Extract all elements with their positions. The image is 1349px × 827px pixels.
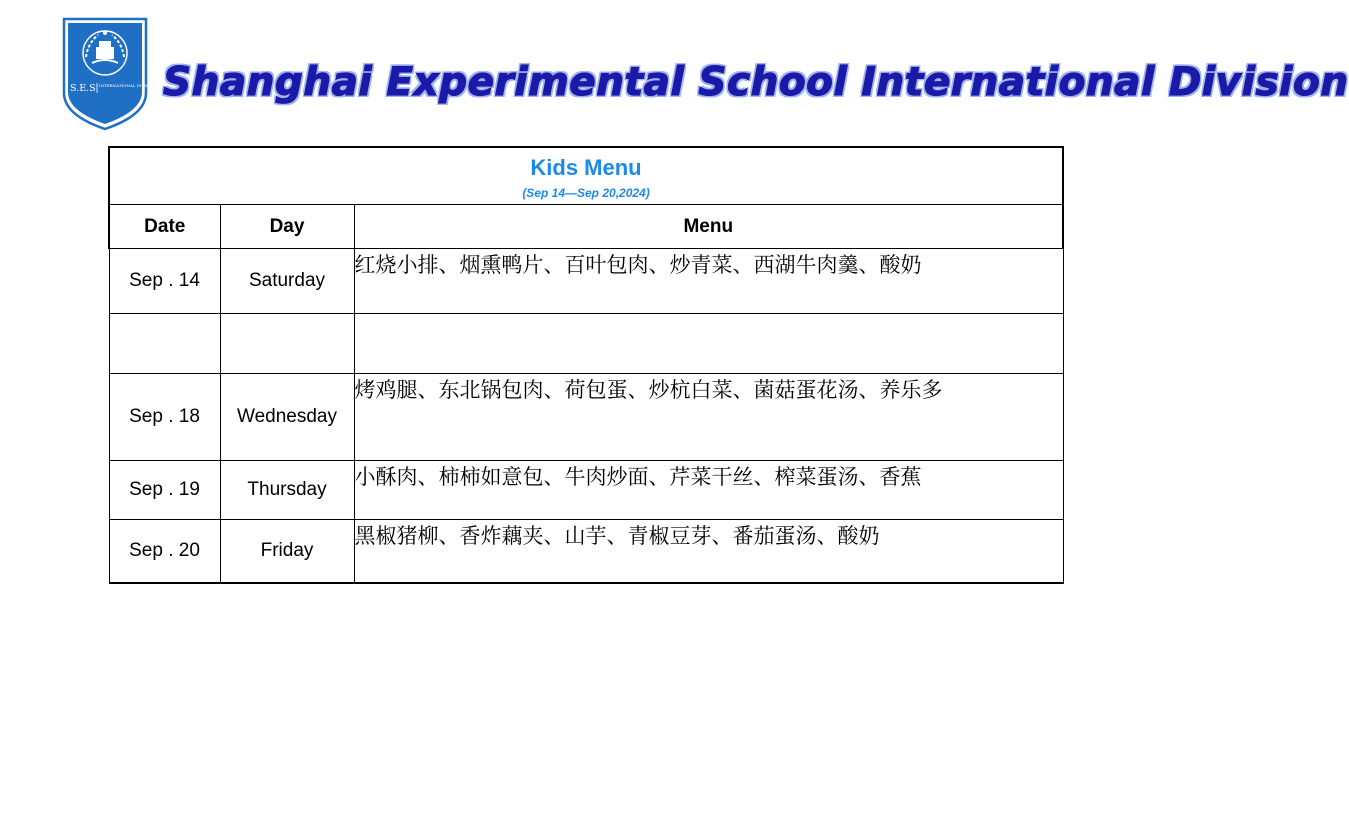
menu-title-cell <box>109 147 1063 205</box>
row-date: Sep . 20 <box>109 520 220 583</box>
column-header-day: Day <box>220 205 354 249</box>
row-menu: 小酥肉、柿柿如意包、牛肉炒面、芹菜干丝、榨菜蛋汤、香蕉 <box>354 461 1063 520</box>
column-header-menu: Menu <box>354 205 1063 249</box>
row-date: Sep . 18 <box>109 374 220 461</box>
table-row <box>109 374 1063 461</box>
menu-date-range: (Sep 14—Sep 20,2024) <box>522 186 650 200</box>
table-row <box>109 520 1063 583</box>
logo-subtext: INTERNATIONAL DIVISION <box>99 83 158 88</box>
row-day: Friday <box>220 520 354 583</box>
row-menu: 黑椒猪柳、香炸藕夹、山芋、青椒豆芽、番茄蛋汤、酸奶 <box>354 520 1063 583</box>
table-row <box>109 249 1063 314</box>
row-menu: 红烧小排、烟熏鸭片、百叶包肉、炒青菜、西湖牛肉羹、酸奶 <box>354 249 1063 314</box>
row-day: Thursday <box>220 461 354 520</box>
school-name: Shanghai Experimental School International Division <box>163 60 1349 105</box>
menu-title: Kids Menu <box>530 155 642 180</box>
row-day: Saturday <box>220 249 354 314</box>
page-header <box>0 0 1349 140</box>
row-date: Sep . 19 <box>109 461 220 520</box>
row-date: Sep . 14 <box>109 249 220 314</box>
kids-menu-table <box>108 146 1064 584</box>
column-header-row <box>109 205 1063 249</box>
table-row <box>109 314 1063 374</box>
menu-title-row <box>109 147 1063 205</box>
table-row <box>109 461 1063 520</box>
row-menu <box>354 314 1063 374</box>
row-day: Wednesday <box>220 374 354 461</box>
column-header-date: Date <box>109 205 220 249</box>
row-day <box>220 314 354 374</box>
row-menu: 烤鸡腿、东北锅包肉、荷包蛋、炒杭白菜、菌菇蛋花汤、养乐多 <box>354 374 1063 461</box>
row-date <box>109 314 220 374</box>
logo-text: S.E.S <box>70 83 96 94</box>
school-logo <box>62 17 158 131</box>
